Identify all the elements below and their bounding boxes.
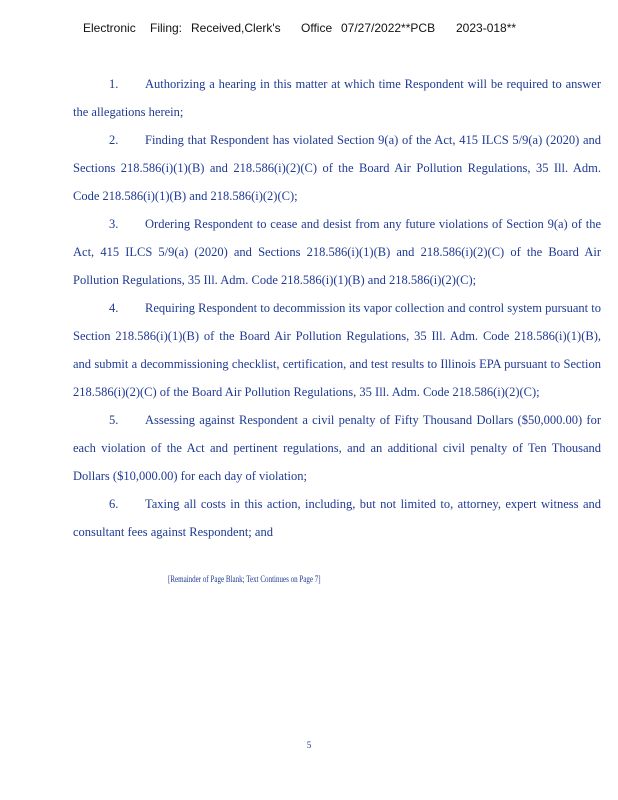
paragraph-5 (73, 406, 601, 490)
paragraph-text: Assessing against Respondent a civil penalty of Fifty Thousand Dollars ($50,000.00) for each violation of the Act and pertinent regulations, and an additional civil penalty of Ten Thousand Dollars ($10,000.00) for each day of violation; (73, 413, 601, 483)
prayer-for-relief (73, 70, 601, 546)
header-received: Received,Clerk's (191, 21, 281, 35)
paragraph-text: Requiring Respondent to decommission its vapor collection and control system pursuant to Section 218.586(i)(1)(B) of the Board Air Pollution Regulations, 35 Ill. Adm. Code 218.586(i)(1)(B), and submit a decommissioning checklist, certification, and test results to Illinois EPA pursuant to Section 218.586(i)(2)(C) of the Board Air Pollution Regulations, 35 Ill. Adm. Code 218.586(i)(2)(C); (73, 301, 601, 399)
header-filing: Filing: (150, 21, 183, 35)
paragraph-number: 5. (109, 413, 119, 427)
paragraph-2 (73, 126, 601, 210)
paragraph-number: 4. (109, 301, 119, 315)
paragraph-text: Finding that Respondent has violated Section 9(a) of the Act, 415 ILCS 5/9(a) (2020) and Sections 218.586(i)(1)(B) and 218.586(i)(2)(C) of the Board Air Pollution Regulations, 35 Ill. Adm. Code 218.586(i)(1)(B) and 218.586(i)(2)(C); (73, 133, 601, 203)
paragraph-number: 2. (109, 133, 119, 147)
header-case: 2023-018** (456, 21, 517, 35)
paragraph-text: Authorizing a hearing in this matter at which time Respondent will be required to answer the allegations herein; (73, 77, 601, 119)
paragraph-number: 3. (109, 217, 119, 231)
paragraph-4 (73, 294, 601, 406)
header-office: Office (301, 21, 333, 35)
paragraph-text: Taxing all costs in this action, including, but not limited to, attorney, expert witness and consultant fees against Respondent; and (73, 497, 601, 539)
paragraph-1 (73, 70, 601, 126)
header-date: 07/27/2022**PCB (341, 21, 436, 35)
remainder-note: [Remainder of Page Blank; Text Continues on Page 7] (168, 574, 321, 584)
paragraph-number: 6. (109, 497, 119, 511)
paragraph-text: Ordering Respondent to cease and desist from any future violations of Section 9(a) of the Act, 415 ILCS 5/9(a) (2020) and Sections 218.586(i)(1)(B) and 218.586(i)(2)(C) of the Board Air Pollution Regulations, 35 Ill. Adm. Code 218.586(i)(1)(B) and 218.586(i)(2)(C); (73, 217, 601, 287)
paragraph-number: 1. (109, 77, 119, 91)
page-number: 5 (306, 740, 312, 750)
header-electronic: Electronic (83, 21, 136, 35)
paragraph-6 (73, 490, 601, 546)
paragraph-3 (73, 210, 601, 294)
